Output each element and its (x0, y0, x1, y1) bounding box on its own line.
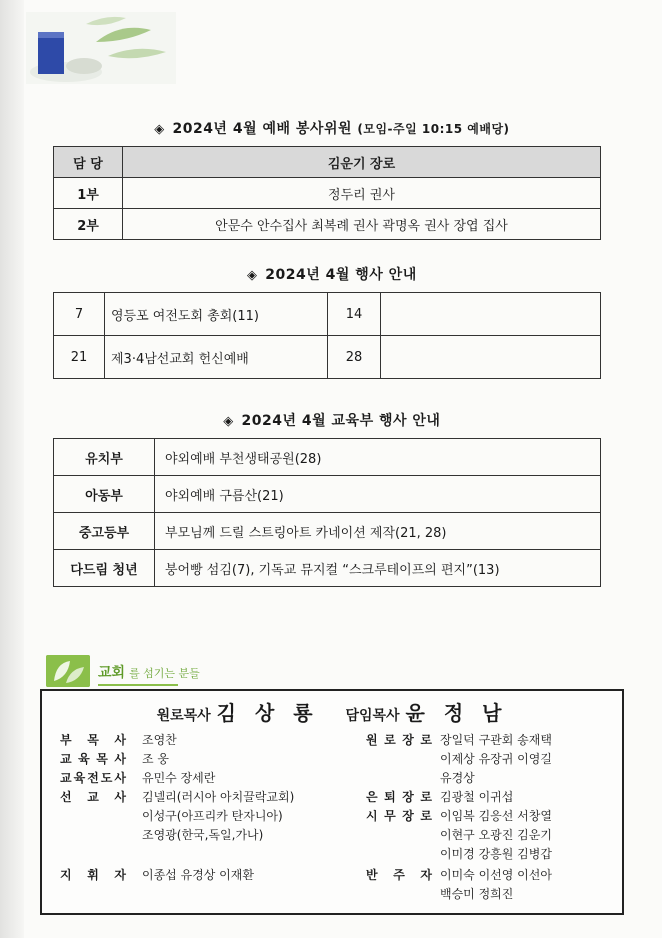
heading-underline (98, 684, 178, 686)
table-cell-label: 1부 (54, 178, 123, 209)
event-day: 14 (328, 293, 381, 336)
dept-event: 붕어빵 섬김(7), 기독교 뮤지컬 “스크루테이프의 편지”(13) (155, 550, 601, 587)
dept-cell: 유치부 (54, 439, 155, 476)
education-title: ◈ 2024년 4월 교육부 행사 안내 (223, 413, 441, 429)
education-table (53, 438, 601, 587)
staff-role-label: 은 퇴 장 로 (366, 790, 432, 804)
staff-role-label: 교 육 전 도 사 (60, 771, 126, 785)
page-edge (0, 0, 24, 938)
event-name: 제3·4남선교회 헌신예배 (105, 336, 328, 379)
diamond-icon: ◈ (247, 268, 258, 283)
table-row (54, 293, 601, 336)
staff-names: 조 웅 (142, 752, 169, 766)
service-table (53, 146, 601, 240)
dept-event: 야외예배 구름산(21) (155, 476, 601, 513)
staff-heading-rest: 를 섬기는 분들 (129, 667, 200, 680)
emeritus-pastor-name: 김 상 룡 (216, 701, 319, 725)
dept-cell: 아동부 (54, 476, 155, 513)
table-row (54, 178, 601, 209)
event-day: 28 (328, 336, 381, 379)
staff-role-label: 원 로 장 로 (366, 733, 432, 747)
event-name: 영등포 여전도회 총회(11) (105, 293, 328, 336)
staff-role-label: 교 육 목 사 (60, 752, 126, 766)
table-cell-value: 김운기 장로 (123, 147, 601, 178)
staff-names: 이미숙 이선영 이선아 (440, 868, 552, 882)
staff-names: 이현구 오광진 김운기 (440, 828, 552, 842)
table-row (54, 147, 601, 178)
staff-role-label: 시 무 장 로 (366, 809, 432, 823)
staff-names: 김광철 이귀섭 (440, 790, 514, 804)
table-row (54, 209, 601, 240)
staff-names: 이종섭 유경상 이재환 (142, 868, 254, 882)
staff-names: 유민수 장세란 (142, 771, 216, 785)
event-name (381, 293, 601, 336)
staff-names: 김넬리(러시아 아치끌락교회) (142, 790, 295, 804)
service-note: (모임-주일 10:15 예배당) (357, 122, 510, 136)
senior-pastor-name: 윤 정 남 (405, 701, 508, 725)
dept-cell: 중고등부 (54, 513, 155, 550)
event-day: 21 (54, 336, 105, 379)
table-row (54, 550, 601, 587)
staff-names: 이제상 유장귀 이영길 (440, 752, 552, 766)
events-title: ◈ 2024년 4월 행사 안내 (247, 267, 417, 283)
staff-names: 이성구(아프리카 탄자니아) (142, 809, 283, 823)
staff-names: 조영광(한국,독일,가나) (142, 828, 264, 842)
staff-names: 조영찬 (142, 733, 177, 747)
staff-role-label: 선 교 사 (60, 790, 126, 804)
service-title: ◈ 2024년 4월 예배 봉사위원 (모임-주일 10:15 예배당) (154, 121, 510, 137)
staff-heading (46, 655, 606, 687)
event-day: 7 (54, 293, 105, 336)
staff-names: 장일덕 구관회 송재택 (440, 733, 552, 747)
staff-names: 이미경 강흥원 김병갑 (440, 847, 552, 861)
diamond-icon: ◈ (154, 122, 165, 137)
table-cell-value: 정두리 권사 (123, 178, 601, 209)
dept-cell: 다드림 청년 (54, 550, 155, 587)
staff-names: 이임복 김응선 서창열 (440, 809, 552, 823)
table-row (54, 513, 601, 550)
leaf-icon (46, 655, 90, 687)
event-name (381, 336, 601, 379)
table-row (54, 476, 601, 513)
staff-names: 백승미 정희진 (440, 887, 514, 901)
pastors-line (42, 697, 622, 726)
table-cell-value: 안문수 안수집사 최복례 권사 곽명옥 권사 장엽 집사 (123, 209, 601, 240)
staff-heading-word: 교회 (98, 665, 126, 681)
table-cell-label: 담 당 (54, 147, 123, 178)
diamond-icon: ◈ (223, 414, 234, 429)
staff-role-label: 반 주 자 (366, 868, 432, 882)
staff-names: 유경상 (440, 771, 475, 785)
senior-pastor-title: 담임목사 (345, 708, 400, 724)
emeritus-pastor-title: 원로목사 (156, 708, 211, 724)
dept-event: 부모님께 드릴 스트링아트 카네이션 제작(21, 28) (155, 513, 601, 550)
staff-box (40, 689, 624, 915)
candle-leaf-decoration (26, 12, 176, 84)
table-cell-label: 2부 (54, 209, 123, 240)
table-row (54, 439, 601, 476)
events-table (53, 292, 601, 379)
table-row (54, 336, 601, 379)
dept-event: 야외예배 부천생태공원(28) (155, 439, 601, 476)
staff-role-label: 부 목 사 (60, 733, 126, 747)
staff-role-label: 지 휘 자 (60, 868, 126, 882)
